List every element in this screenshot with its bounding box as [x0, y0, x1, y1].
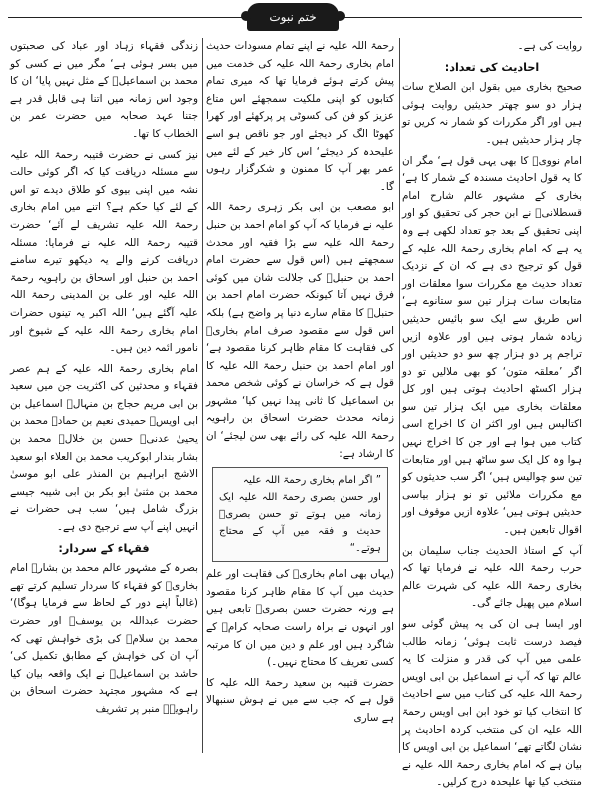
right-column [402, 38, 582, 789]
left-paragraph-2: نیز کسی نے حضرت قتیبہ رحمۃ اللہ علیہ سے مسئلہ دریافت کیا کہ اگر کوئی حالت نشہ میں اپنی بیوی کو طلاق دیدے تو اس کے لئے کیا حکم ہے؟ اتنے میں امام بخاری رحمۃ اللہ علیہ تشریف لے آئے‘ حضرت قتیبہ رحمۃ اللہ علیہ نے فرمایا: مسئلہ دریافت کرنے والے یہ دیکھو تیرے سامنے احمد بن حنبل اور اسحاق بن راہویہ رحمۃ اللہ علیہ اور علی بن المدینی رحمۃ اللہ علیہ آگئے ہیں‘ اللہ اکبر یہ تینوں حضرات امام بخاری رحمۃ اللہ علیہ کے شیوخ اور نامور ائمہ دین ہیں۔ [10, 148, 198, 355]
column-divider-right [399, 38, 400, 753]
right-paragraph-4: آپ کے استاذ الحدیث جناب سلیمان بن حرب رحمۃ اللہ علیہ نے فرمایا تھا کہ بخاری رحمۃ اللہ علیہ کی شہرت عالم اسلام میں پھیل جائے گی۔ [402, 544, 582, 610]
middle-column [206, 38, 394, 755]
right-paragraph-3: امام نوویؒ کا بھی یہی قول ہے‘ مگر ان کا یہ قول احادیث مسندہ کے شمار کا ہے‘ بخاری کے مشہور عالم شارح امام قسطلانیؒ نے ابن حجر کی تحقیق کو اور اپنی تحقیق کے بعد جو تعداد لکھی ہے وہ یہ ہے کہ امام بخاری رحمۃ اللہ علیہ کے قول کو ترجیح دی ہے کہ ان کے نزدیک تعداد حدیث مع مکررات سوا معلقات اور متابعات سات ہزار تین سو ستانوے ہے‘ اس طریق سے ایک سو بائیس حدیثیں زیادہ شمار ہوتی ہیں اور علاوہ ازیں تراجم پر دو ہزار چھ سو دو حدیثیں اور اگر ’معلقہ متون‘ کو بھی ملالیں تو دو ہزار اکسٹھ احادیث ہوتی ہیں اور کل معلقات بخاری میں ایک ہزار تین سو اکتالیس ہیں اور اکثر ان کا اخراج اسی کتاب میں ہوا ہے اور جن کا اخراج نہیں ہوا وہ کل ایک سو ساٹھ ہیں اور متابعات تین سو چوالیس ہیں‘ اگر سب حدیثوں کو مع مکررات ملائیں تو نو ہزار بیاسی حدیثیں ہوتی ہیں‘ علاوہ ازیں موقوف اور اقوال تابعین ہیں۔ [402, 154, 582, 537]
jurists-leader-heading: فقہاء کے سردار: [58, 541, 150, 555]
left-paragraph-3: امام بخاری رحمۃ اللہ علیہ کے ہم عصر فقہاء و محدثین کی اکثریت جن میں سعید بن ابی مریم حجاج بن منہالؒ اسماعیل بن ابی اویسؒ حمیدی نعیم بن حمادؒ محمد بن یحییٰ عدنیؒ حسن بن خلالؒ محمد بن بشار بندار ابوکریب محمد بن العلاء ابو سعید الاشج ابراہیم بن المنذر علی ابو موسیٰ محمد بن مثنیٰ ابو بکر بن ابی شیبہ جیسے بزرگ شامل ہیں‘ سب ہی حضرات نے انہیں اپنے آپ سے ترجیح دی ہے۔ [10, 362, 198, 534]
logo-text: ختم نبوت [269, 10, 317, 24]
middle-paragraph-3: (یہاں بھی امام بخاریؒ کی فقاہت اور علم حدیث میں آپ کا مقام ظاہر کرنا مقصود ہے ورنہ حضرت حسن بصریؒ تابعی ہیں اور انہوں نے براہ راست صحابہ کرامؓ کے شاگرد ہیں اور علم و دین میں ان کا مرتبہ کسی تعریف کا محتاج نہیں۔) [206, 568, 394, 669]
middle-paragraph-1: رحمۃ اللہ علیہ نے اپنے تمام مسودات حدیث امام بخاری رحمۃ اللہ علیہ کی خدمت میں پیش کرتے ہوئے فرمایا تھا کہ میری تمام کتابوں کو اپنی ملکیت سمجھئے اس متاع عزیز کو فن کی کسوٹی پر پرکھئے اور کھرا کھوٹا الگ کر دیجئے اور جو ناقص ہو اسے علیحدہ کر دیجئے‘ اس کار خیر کے لئے میں عمر بھر آپ کا ممنون و شکرگزار رہوں گا۔ [206, 40, 394, 193]
left-paragraph-1: زندگی فقہاء زہاد اور عباد کی صحبتوں میں بسر ہوئی ہے‘ مگر میں نے کسی کو محمد بن اسماعیلؒ کے مثل نہیں پایا‘ ان کا وجود اس زمانہ میں اتنا ہی قابل قدر ہے جتنا عہد صحابہ میں حضرت عمر بن الخطاب کا تھا۔ [10, 40, 198, 140]
quote-box [212, 467, 388, 562]
hadith-count-heading: احادیث کی تعداد: [444, 60, 540, 74]
magazine-logo [247, 3, 339, 31]
right-paragraph-2: صحیح بخاری میں بقول ابن الصلاح سات ہزار دو سو چھتر حدیثیں روایت ہوئی ہیں اور اگر مکررات کو شمار نہ کریں تو چار ہزار حدیثیں ہیں۔ [402, 81, 582, 146]
quote-line-2: اور حسن بصری رحمۃ اللہ علیہ ایک زمانہ میں ہوتے تو حسن بصریؒ حدیث و فقہ میں آپ کے محتاج ہوتے۔“ [219, 492, 381, 555]
quote-line-1: ” اگر امام بخاری رحمۃ اللہ علیہ [243, 475, 381, 487]
right-paragraph-5: اور ایسا ہی ان کی یہ پیش گوئی سو فیصد درست ثابت ہوئی‘ زمانہ طالب علمی میں آپ کی قدر و منزلت کا یہ عالم تھا کہ آپ نے اسماعیل بن ابی اویس رحمۃ اللہ علیہ کی کتاب میں سے احادیث کا انتخاب کیا تو خود ابن ابی اویس رحمۃ اللہ علیہ ان کی منتخب کردہ احادیث پر نشان لگاتے تھے‘ اسماعیل بن ابی اویس کا بیان ہے کہ امام بخاری رحمۃ اللہ علیہ نے منتخب کیا تھا علیحدہ درج کرلیں۔ [402, 618, 582, 789]
middle-paragraph-2: ابو مصعب بن ابی بکر زہری رحمۃ اللہ علیہ نے فرمایا کہ آپ کو امام احمد بن حنبل رحمۃ اللہ علیہ سے بڑا فقیہ اور محدث سمجھتے ہیں (اس قول سے حضرت امام احمد بن حنبلؒ کی جلالت شان میں کوئی فرق نہیں آتا کیونکہ حضرت امام احمد بن حنبلؒ کا مقام سارے دنیا پر واضح ہے) بلکہ اس قول سے مقصود صرف امام بخاریؒ کی فقاہت کا مقام ظاہر کرنا مقصود ہے‘ اور امام احمد بن حنبل رحمۃ اللہ علیہ کا قول ہے کہ خراسان نے کوئی شخص محمد بن اسماعیل کا ثانی پیدا نہیں کیا‘ مشہور زمانہ محدث حضرت اسحاق بن راہویہ رحمۃ اللہ علیہ کی رائے بھی سن لیجئے‘ ان کا ارشاد ہے: [206, 201, 394, 460]
left-column [10, 38, 198, 755]
left-paragraph-4: بصرہ کے مشہور عالم محمد بن بشارؒ امام بخاریؒ کو فقہاء کا سردار تسلیم کرتے تھے (غالباً اپنے دور کے لحاظ سے فرمایا ہوگا)‘ حضرت عبداللہ بن یوسفؒ اور حضرت محمد بن سلامؒ کی بڑی خواہش تھی کہ آپ ان کی خواہش کے مطابق تکمیل کی‘ حاشد بن اسماعیلؒ نے ایک واقعہ بیان کیا ہے کہ مشہور مجتہد حضرت اسحاق بن راہویہؒ منبر پر تشریف [10, 562, 198, 715]
right-paragraph-1: روایت کی ہے۔ [517, 40, 582, 52]
column-divider-left [202, 38, 203, 753]
middle-paragraph-4: حضرت قتیبہ بن سعید رحمۃ اللہ علیہ کا قول ہے کہ جب سے میں نے ہوش سنبھالا ہے ساری [206, 676, 394, 724]
